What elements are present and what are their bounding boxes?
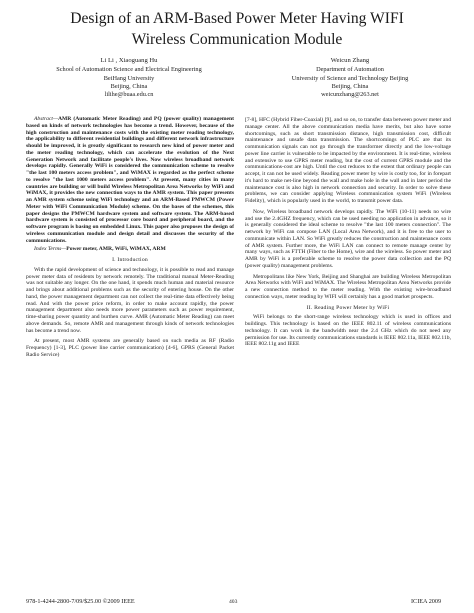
- abstract: [26, 116, 234, 244]
- footer-conference: ICIEA 2009: [411, 598, 442, 605]
- section-heading-introduction: I. Introduction: [112, 257, 148, 263]
- right-paragraph-4: WiFi belongs to the short-range wireless technology which is used in offices and buildings. This technology is based on the IEEE 802.11 of wireless communications technology. It can work in the bandwidth near the 2.4 GHz which do not need any permission for use. Its currently communications standards is IEEE 802.11a, IEEE 802.11b, IEEE 802.11g and IEEE: [245, 314, 451, 348]
- author-block-right: [250, 57, 450, 99]
- author-email-right[interactable]: weicunzhang@263.net: [321, 91, 379, 99]
- footer-isbn: 978-1-4244-2800-7/09/$25.00 ©2009 IEEE: [26, 598, 135, 605]
- author-email-left[interactable]: lilihe@buaa.edu.cn: [104, 91, 154, 99]
- footer-page-number: 403: [229, 599, 238, 605]
- abstract-body: AMR (Automatic Meter Reading) and PQ (power quality) management based on kinds of network technologies has become a trend. However, because of the high construction and maintenance costs with the existing meter reading technology, the applicability to different residential buildings and different network infrastructure should be improved, it is greatly significant to research new kind of power meter and the meter reading technology, which can accelerate the evolution of the Next Generation Network and facilitate people's lives. Now wireless broadband network develops rapidly. Generally WiFi is considered the communication scheme to resolve "the last 100 meters access problem", and WiMAX is regarded as the perfect scheme to resolve "the last 1000 meters access problem". At present, many cities in many countries are building or will build Wireless Metropolitan Area Networks by WiFi and WiMAX, it provides the new connection ways to the AMR system. This paper presents an AMR system scheme using WiFi technology and an ARM-Based PMWCM (Power Meter with WiFi Communication Module) scheme. On the bases of the schemes, this paper designs the PMWCM hardware system and software system. The ARM-based hardware system is consisted of processor core board and peripheral board, and the software program is basing on embedded Linux. This paper also proposes the design of wireless communication module and design detail and discusses the security of the communications.: [26, 116, 234, 244]
- author-name-right: Weicun Zhang: [330, 57, 370, 64]
- intro-paragraph-2: At present, most AMR systems are generally based on such media as RF (Radio Frequency) [1-3], PLC (power line carrier communication) [4-6], GPRS (General Packet Radio Service): [26, 338, 234, 358]
- author-block-left: [20, 57, 238, 99]
- intro-paragraph-1: With the rapid development of science and technology, it is possible to read and manage power meter data of residents by network remotely. The traditional manual Meter-Reading was not suitable any longer. On the one hand, it spends much human and material resource and brings about additional problems such as the security of entering house. On the other hand, the power management department can not collect the real-time data effectively being read. And with the power price reform, in order to make account rapidly, the power management department also needs more power parameters such as power requirement, time-sharing power quantity and burthen curve. AMR (Automatic Meter Reading) can meet above demands. So, remote AMR and management through kinds of network technologies has become a trend now.: [26, 266, 234, 334]
- section-heading-reading-power-meter: II. Reading Power Meter by WiFi: [306, 304, 390, 311]
- right-column: [245, 117, 451, 348]
- title-line-1: Design of an ARM-Based Power Meter Having WIFI: [70, 10, 404, 27]
- right-paragraph-3: Metropolitans like New York, Beijing and Shanghai are building Wireless Metropolitan Area Networks with WiFi and WiMAX. The Wireless Metropolitan Area Networks provide a new connection method to the meter reading. With the existing wire-broadband connection ways, meter reading by WIFI will certainly has a good market prospects.: [245, 273, 451, 300]
- author-affiliation-right: Department of Automation: [316, 66, 384, 74]
- index-terms-body: Power meter, AMR, WiFi, WiMAX, ARM: [66, 246, 166, 253]
- paper-title: [20, 8, 454, 50]
- author-university-left: BeiHang University: [103, 74, 155, 82]
- title-line-2: Wireless Communication Module: [131, 31, 343, 48]
- author-name-left: Li Li , Xiaoguang Hu: [100, 57, 158, 64]
- index-terms-lead: Index Terms—: [34, 246, 67, 253]
- author-university-right: University of Science and Technology Beijing: [291, 74, 409, 82]
- author-affiliation-left: School of Automation Science and Electrical Engineering: [56, 66, 202, 74]
- author-location-left: Beijing, China: [110, 82, 148, 90]
- index-terms: [26, 246, 234, 253]
- left-column: [26, 116, 234, 359]
- author-location-right: Beijing, China: [331, 82, 369, 90]
- right-paragraph-2: Now, Wireless broadband network develops rapidly. The WiFi (10-11) needs no wire and use the 2.4GHZ frequency, which can be used needing no application in advance, so it is generally considered the ideal scheme to resolve "the last 100 meters connection". The network by WiFi can compose LAN (Local Area Network), and it is free to the user to communicate within LAN. So WiFi greatly reduces the construction and maintenance costs of AMR system. Further more, the WiFi LAN can connect to remote manage center by many ways, such as FTTH (Fiber to the Home), wire and the wireless. So power meter and AMR by WiFi is a preferable scheme to resolve the power data collection and the PQ (power quality) management problems.: [245, 208, 451, 269]
- abstract-lead: Abstract—: [34, 116, 58, 122]
- right-paragraph-1: [7-8], HFC (Hybrid Fiber-Coaxial) [9], and so on, to transfer data between power meter and manage center. All the above communication media have merits, but also have some shortcomings, such as short transmission distance, high transmission cost, difficult maintenance and unsafe data transmission. The shortcomings of PLC are that its communication signals can not go through the transformer directly and the low-voltage power line carrier is vulnerable to be impacted by the environment. It is real-time, wireless and extensive to use GPRS meter reading, but the cost of current GPRS module and the communications-cost are high. Until the cost reduces to the extent that ordinary people can accept, it can not be used widely. Reading power meter by wire is costly too, for in forepart it's hard to make net-line beyond the wall and make hole in the wall and in later period the maintenance cost is also high in network connection and security. In order to solve these problems, we can consider applying Wireless communication system WiFi (Wireless Fidelity), which is popularly used in the world, to transmit power data.: [245, 117, 451, 204]
